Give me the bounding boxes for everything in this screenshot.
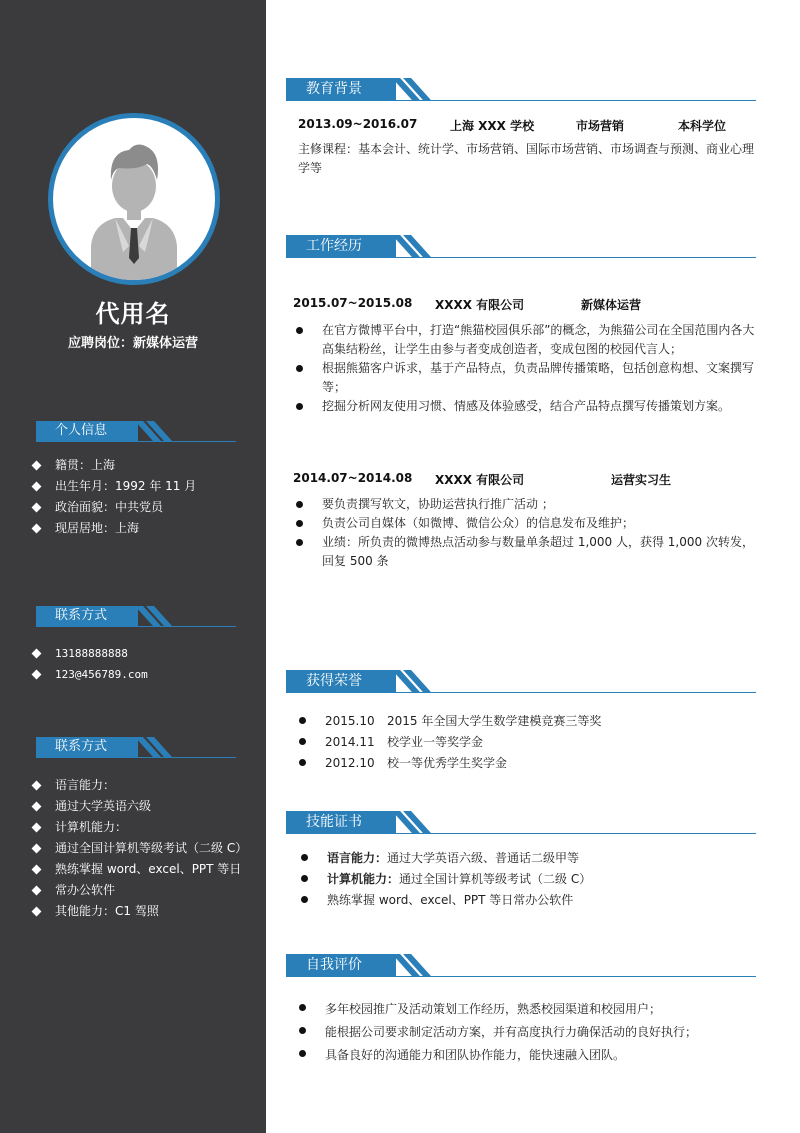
email-address: 123@456789.com [30, 664, 250, 685]
list-item: 能根据公司要求制定活动方案，并有高度执行力确保活动的良好执行； [296, 1021, 766, 1044]
divider [286, 976, 756, 977]
skills-heading [36, 737, 236, 759]
self-evaluation-list [296, 998, 766, 1067]
cert-label: 计算机能力： [327, 872, 400, 886]
certificates-heading [286, 811, 756, 835]
list-item: 通过大学英语六级 [30, 796, 250, 817]
contact-list [30, 643, 250, 685]
divider [36, 626, 236, 627]
list-item: 多年校园推广及活动策划工作经历，熟悉校园渠道和校园用户； [296, 998, 766, 1021]
sidebar [0, 0, 266, 1133]
job-duties [293, 495, 758, 571]
major: 市场营销 [576, 119, 625, 133]
education-row [298, 117, 738, 133]
honor-date: 2014.11 [325, 735, 375, 749]
applied-position: 应聘岗位：新媒体运营 [67, 336, 198, 351]
list-item [298, 890, 758, 911]
job-period: 2014.07~2014.08 [293, 471, 413, 485]
honor-date: 2015.10 [325, 714, 375, 728]
list-item [298, 848, 758, 869]
list-item [296, 753, 756, 774]
list-item: 通过全国计算机等级考试（二级 C） [30, 838, 250, 859]
list-item: 负责公司自媒体（如微博、微信公众）的信息发布及维护； [293, 514, 758, 533]
section-title: 联系方式 [36, 606, 138, 626]
section-title: 自我评价 [286, 954, 396, 976]
list-item: 出生年月：1992 年 11 月 [30, 476, 250, 497]
job-period: 2015.07~2015.08 [293, 296, 413, 310]
list-item: 挖掘分析网友使用习惯、情感及体验感受，结合产品特点撰写传播策划方案。 [293, 397, 758, 416]
certificates-list [298, 848, 758, 911]
list-item: 业绩：所负责的微博热点活动参与数量单条超过 1,000 人，获得 1,000 次转发，回复 500 条 [293, 533, 758, 571]
list-item [296, 711, 756, 732]
list-item: 籍贯：上海 [30, 455, 250, 476]
list-item: 常办公软件 [30, 880, 250, 901]
list-item: 现居居地：上海 [30, 518, 250, 539]
divider [286, 692, 756, 693]
cert-text: 熟练掌握 word、excel、PPT 等日常办公软件 [327, 893, 574, 907]
list-item: 根据熊猫客户诉求，基于产品特点，负责品牌传播策略，包括创意构想、文案撰写等； [293, 359, 758, 397]
education-heading [286, 78, 756, 102]
personal-info-heading [36, 421, 236, 443]
honor-text: 校一等优秀学生奖学金 [387, 756, 508, 770]
cert-label: 语言能力： [327, 851, 388, 865]
job-header [293, 296, 733, 312]
personal-info-list [30, 455, 250, 539]
job-duties [293, 321, 758, 416]
section-title: 工作经历 [286, 235, 396, 257]
education-period: 2013.09~2016.07 [298, 117, 418, 131]
section-title: 联系方式 [36, 737, 138, 757]
section-title: 技能证书 [286, 811, 396, 833]
honors-heading [286, 670, 756, 694]
list-item: 具备良好的沟通能力和团队协作能力，能快速融入团队。 [296, 1044, 766, 1067]
list-item: 要负责撰写软文，协助运营执行推广活动 ； [293, 495, 758, 514]
honor-text: 2015 年全国大学生数学建模竞赛三等奖 [387, 714, 602, 728]
list-item: 在官方微博平台中，打造“熊猫校园俱乐部”的概念，为熊猫公司在全国范围内各大高集结粉丝，让学生由参与者变成创造者，变成包图的校园代言人； [293, 321, 758, 359]
divider [36, 757, 236, 758]
self-evaluation-heading [286, 954, 756, 978]
company-name: XXXX 有限公司 [435, 298, 525, 312]
job-header [293, 471, 733, 487]
list-item: 语言能力： [30, 775, 250, 796]
school-name: 上海 XXX 学校 [450, 119, 535, 133]
skills-list [30, 775, 250, 922]
cert-text: 通过大学英语六级、普通话二级甲等 [387, 851, 580, 865]
courses: 主修课程：基本会计、统计学、市场营销、国际市场营销、市场调查与预测、商业心理学等 [298, 142, 755, 175]
section-title: 个人信息 [36, 421, 138, 441]
divider [36, 441, 236, 442]
divider [286, 100, 756, 101]
avatar [48, 113, 220, 285]
honor-text: 校学业一等奖学金 [387, 735, 484, 749]
list-item: 熟练掌握 word、excel、PPT 等日 [30, 859, 250, 880]
person-silhouette-icon [53, 118, 215, 280]
honor-date: 2012.10 [325, 756, 375, 770]
cert-text: 通过全国计算机等级考试（二级 C） [399, 872, 592, 886]
job-role: 运营实习生 [611, 473, 672, 487]
list-item [296, 732, 756, 753]
list-item: 政治面貌：中共党员 [30, 497, 250, 518]
work-heading [286, 235, 756, 259]
divider [286, 833, 756, 834]
list-item: 其他能力：C1 驾照 [30, 901, 250, 922]
phone-number: 13188888888 [30, 643, 250, 664]
list-item: 计算机能力： [30, 817, 250, 838]
divider [286, 257, 756, 258]
candidate-name: 代用名 [95, 300, 171, 328]
list-item [298, 869, 758, 890]
job-role: 新媒体运营 [581, 298, 642, 312]
degree: 本科学位 [678, 119, 727, 133]
section-title: 教育背景 [286, 78, 396, 100]
company-name: XXXX 有限公司 [435, 473, 525, 487]
honors-list [296, 711, 756, 774]
contact-heading [36, 606, 236, 628]
section-title: 获得荣誉 [286, 670, 396, 692]
